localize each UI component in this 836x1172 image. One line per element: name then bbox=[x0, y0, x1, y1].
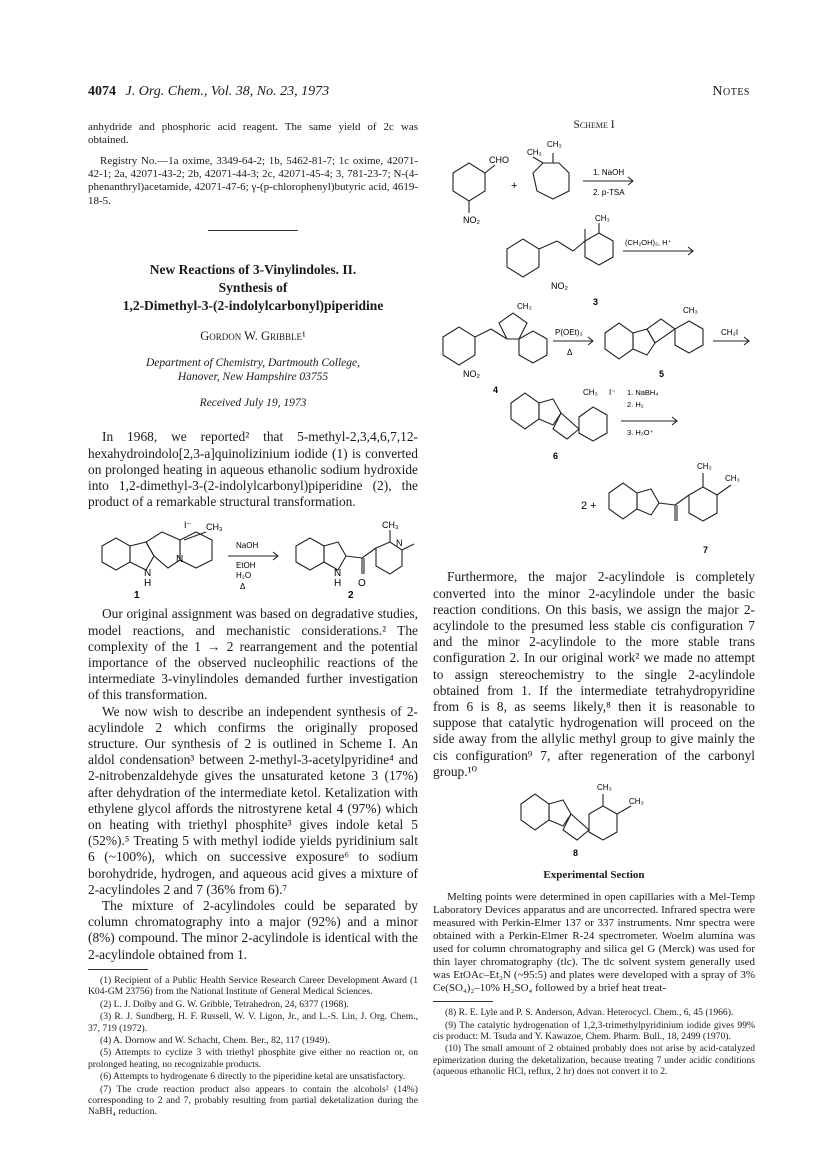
affiliation-line-1: Department of Chemistry, Dartmouth College, bbox=[145, 357, 360, 370]
footnote: (1) Recipient of a Public Health Service Research Career Development Award (1 K04-GM 23756) from the National Institute of General Medical Sciences. bbox=[88, 974, 418, 998]
structure-8 bbox=[433, 780, 755, 860]
nitro-label-2: NO₂ bbox=[551, 281, 568, 292]
ch3-b: CH₃ bbox=[547, 140, 562, 150]
footnote-rule bbox=[88, 969, 148, 970]
ch3-j: CH₃ bbox=[629, 796, 644, 806]
affiliation-line-2: Hanover, New Hampshire 03755 bbox=[177, 371, 329, 384]
paragraph-2: Our original assignment was based on degradative studies, model reactions, and mechanistic considerations.² The complexity of the 1 → 2 rearrangement and the potential importance of the observed nucleophilic reactions of the intermediate 3-vinylindoles demanded further investigation of this transformation. bbox=[88, 606, 418, 703]
condition-etoh: EtOH bbox=[236, 561, 256, 571]
compound-7-label: 7 bbox=[703, 545, 709, 556]
footnote: (9) The catalytic hydrogenation of 1,2,3-trimethylpyridinium iodide gives 99% cis product: M. Tsuda and Y. Kawazoe, Chem. Pharm. Bull., 18, 2499 (1970). bbox=[433, 1019, 755, 1043]
reagent-naoh: 1. NaOH bbox=[593, 168, 625, 178]
compound-6-label: 6 bbox=[553, 451, 559, 462]
paragraph-4: The mixture of 2-acylindoles could be separated by column chromatography into a major (92%) and a minor (8%) compound. The minor 2-acylindole is identical with the 2-acylindole obtained from 1. bbox=[88, 898, 418, 962]
nitro-label-1: NO₂ bbox=[463, 215, 480, 226]
title-line-3: 1,2-Dimethyl-3-(2-indolylcarbonyl)piperidine bbox=[122, 297, 384, 313]
affiliation bbox=[88, 356, 418, 384]
ch3-a: CH₃ bbox=[527, 148, 542, 158]
compound-3-label: 3 bbox=[593, 297, 599, 308]
page-number: 4074 bbox=[88, 84, 116, 99]
indole-n-1: N bbox=[144, 568, 152, 580]
scheme-title: Scheme I bbox=[573, 119, 615, 131]
title-line-2: Synthesis of bbox=[218, 279, 288, 295]
reagent-nabh4: 1. NaBH₄ bbox=[627, 388, 659, 398]
piperidine-n: N bbox=[396, 538, 403, 549]
ch3-e: CH₃ bbox=[683, 306, 698, 316]
ch3-g: CH₃ bbox=[697, 462, 712, 472]
ch3-h: CH₃ bbox=[725, 474, 740, 484]
footnotes-left bbox=[88, 975, 418, 1118]
iodide-label: I⁻ bbox=[184, 520, 192, 531]
indole-h-1: H bbox=[144, 578, 152, 590]
registry-numbers: Registry No.—1a oxime, 3349-64-2; 1b, 5462-81-7; 1c oxime, 42071-42-1; 2a, 42071-43-2; 2b, 42071-44-3; 2c, 42071-45-4; 3, 781-23-7; N-(4-phenanthryl)acetamide, 42071-47-6; γ-(p-chlorophenyl)butyric acid, 4619-18-5. bbox=[88, 155, 418, 207]
received-date: Received July 19, 1973 bbox=[199, 397, 307, 410]
paragraph-right-1: Furthermore, the major 2-acylindole is completely converted into the minor 2-acylindole under the basic reaction conditions. On this basis, we assign the major 2-acylindole to the presumed less stable cis configuration 7 and the minor 2-acylindole to the more stable trans configuration 2. In our original work² we made no attempt to assign stereochemistry to the single 2-acylindole obtained from 1. If the intermediate tetrahydropyridine from 6 is 8, as seems likely,⁸ then it is reasonable to suppose that catalytic hydrogenation will proceed on the side away from the allylic methyl group to give mainly the cis configuration⁹ 7, after regeneration of the carbonyl group.¹⁰ bbox=[433, 569, 755, 779]
quaternary-n: N bbox=[176, 554, 184, 566]
indole-h-2: H bbox=[334, 578, 342, 590]
reagent-phosphite: P(OEt)₃ bbox=[555, 328, 583, 338]
condition-h2o: H₂O bbox=[236, 571, 252, 581]
footnote: (3) R. J. Sundberg, H. F. Russell, W. V. Ligon, Jr., and L.-S. Lin, J. Org. Chem., 37, 719 (1972). bbox=[88, 1011, 418, 1034]
plus-sign: + bbox=[511, 180, 518, 193]
compound-1-label: 1 bbox=[134, 590, 140, 601]
footnote: (4) A. Dornow and W. Schacht, Chem. Ber., 82, 117 (1949). bbox=[100, 1034, 330, 1046]
condition-heat: Δ bbox=[240, 582, 246, 592]
reagent-heat: Δ bbox=[567, 348, 573, 358]
ch3-i: CH₃ bbox=[597, 782, 612, 792]
article-title bbox=[88, 261, 418, 315]
compound-5-label: 5 bbox=[659, 369, 665, 380]
reagent-mei: CH₃I bbox=[721, 328, 739, 338]
ch3-label-2: CH₃ bbox=[382, 520, 399, 531]
compound-4-label: 4 bbox=[493, 385, 499, 396]
footnote: (7) The crude reaction product also appears to contain the alcohols² (14%) corresponding to 2 and 7, probably resulting from partial deketalization during the NaBH₄ reduction. bbox=[88, 1083, 418, 1118]
experimental-text: Melting points were determined in open capillaries with a Mel-Temp Laboratory Devices apparatus and are uncorrected. Infrared spectra were measured with Perkin-Elmer 137 or 337 instruments. Nmr spectra were obtained with a Perkin-Elmer R-24 spectrometer. Woelm alumina was used for column chromatography and silica gel G (Merck) was used for thin layer chromatography (tlc). The tlc solvent system generally used was EtOAc–Et₃N (~95:5) and plates were developed with a spray of 3% Ce(SO₄)₂–10% H₂SO₄ followed by a brief heat treat- bbox=[433, 891, 755, 995]
left-column bbox=[88, 121, 418, 1119]
reagent-glycol: (CH₂OH)₂, H⁺ bbox=[625, 238, 672, 248]
footnote: (8) R. E. Lyle and P. S. Anderson, Advan. Heterocycl. Chem., 6, 45 (1966). bbox=[445, 1007, 734, 1019]
footnote: (10) The small amount of 2 obtained probably does not arise by acid-catalyzed epimerization during the deketalization, because treating 7 under acidic conditions (aqueous ethanolic HCl, reflux, 2 hr) does not convert it to 2. bbox=[433, 1043, 755, 1078]
reaction-1-to-2 bbox=[88, 518, 418, 600]
intro-paragraph: In 1968, we reported² that 5-methyl-2,3,4,6,7,12-hexahydroindolo[2,3-a]quinolizinium iodide (1) is converted on prolonged heating in aqueous ethanolic sodium hydroxide into 1,2-dimethyl-3-(2-indolylcarbonyl)piperidine (2), the product of a remarkable structural transformation. bbox=[88, 429, 418, 510]
ch3-d: CH₃ bbox=[517, 302, 532, 312]
reagent-h3o: 3. H₃O⁺ bbox=[627, 428, 654, 438]
journal-citation: J. Org. Chem., Vol. 38, No. 23, 1973 bbox=[125, 84, 330, 99]
footnote-rule-right bbox=[433, 1001, 493, 1002]
ch3-c: CH₃ bbox=[595, 214, 610, 224]
indole-n-2: N bbox=[334, 568, 342, 580]
reagent-ptsa: 2. p-TSA bbox=[593, 188, 625, 198]
footnotes-right bbox=[433, 1007, 755, 1077]
compound-8-label: 8 bbox=[573, 847, 579, 858]
aldehyde-label: CHO bbox=[489, 155, 509, 166]
ch3-f: CH₃ bbox=[583, 388, 598, 398]
footnote: (2) L. J. Dolby and G. W. Gribble, Tetrahedron, 24, 6377 (1968). bbox=[100, 998, 349, 1010]
condition-naoh: NaOH bbox=[236, 541, 259, 551]
scheme-1 bbox=[433, 133, 755, 561]
footnote: (6) Attempts to hydrogenate 6 directly to the piperidine ketal are unsatisfactory. bbox=[100, 1071, 406, 1083]
article-divider bbox=[208, 230, 298, 231]
section-label: Notes bbox=[712, 84, 750, 99]
previous-article-tail: anhydride and phosphoric acid reagent. The same yield of 2c was obtained. bbox=[88, 121, 418, 146]
carbonyl-o: O bbox=[358, 578, 366, 590]
two-plus: 2 + bbox=[581, 500, 597, 513]
iodide-6: I⁻ bbox=[609, 388, 616, 398]
running-header bbox=[88, 84, 750, 106]
nitro-label-3: NO₂ bbox=[463, 369, 480, 380]
experimental-heading: Experimental Section bbox=[543, 868, 645, 881]
title-line-1: New Reactions of 3-Vinylindoles. II. bbox=[149, 261, 357, 277]
ch3-label-1: CH₃ bbox=[206, 522, 223, 533]
compound-2-label: 2 bbox=[348, 590, 354, 601]
reagent-h2: 2. H₂ bbox=[627, 400, 644, 410]
author: Gordon W. Gribble¹ bbox=[200, 328, 306, 343]
footnote: (5) Attempts to cyclize 3 with triethyl phosphite give either no reaction or, on prolonged heating, no recognizable products. bbox=[88, 1047, 418, 1070]
paragraph-3: We now wish to describe an independent synthesis of 2-acylindole 2 which confirms the originally proposed structure. Our synthesis of 2 is outlined in Scheme I. An aldol condensation³ between 2-methyl-3-acetylpyridine⁴ and 2-nitrobenzaldehyde gives the unsaturated ketone 3 (17%) after dehydration of the intermediate ketol. Ketalization with ethylene glycol affords the nitrostyrene ketal 4 (97%) which on heating with triethyl phosphite³ gives indole ketal 5 (52%).⁵ Treating 5 with methyl iodide yields pyridinium salt 6 (~100%), which on successive exposure⁶ to sodium borohydride, hydrogen, and aqueous acid gives a mixture of 2-acylindoles 2 and 7 (36% from 6).⁷ bbox=[88, 703, 418, 897]
right-column bbox=[433, 118, 755, 1079]
